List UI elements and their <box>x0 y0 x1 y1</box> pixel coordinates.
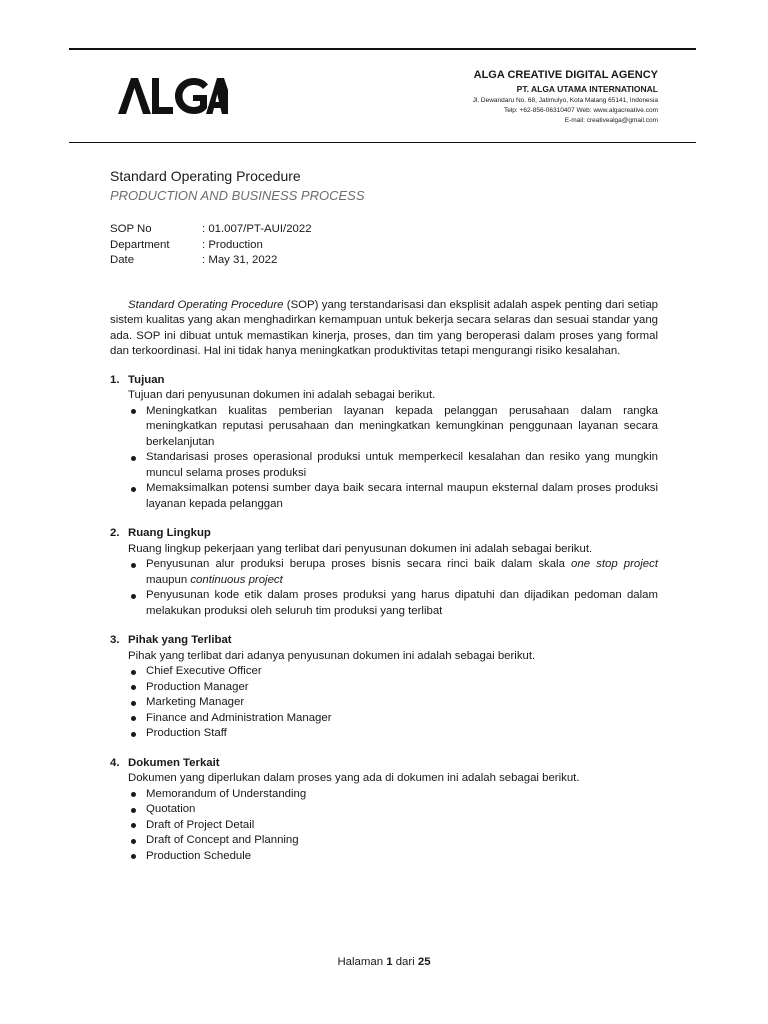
section-title: Tujuan <box>128 373 165 386</box>
section-number: 3. <box>110 634 120 646</box>
list-item: Production Schedule <box>128 849 658 865</box>
document-title: Standard Operating Procedure <box>110 168 301 184</box>
list-item: Memorandum of Understanding <box>128 787 658 803</box>
section-heading <box>110 373 658 389</box>
page-label-separator: dari <box>392 956 418 968</box>
bullet-list <box>110 664 658 742</box>
company-name: ALGA CREATIVE DIGITAL AGENCY <box>473 69 658 81</box>
list-item: Draft of Concept and Planning <box>128 833 658 849</box>
document-meta <box>110 222 658 269</box>
list-item: Standarisasi proses operasional produksi untuk memperkecil kesalahan dan resiko yang mungkin muncul selama proses produksi <box>128 450 658 481</box>
intro-paragraph <box>110 298 658 360</box>
section-heading <box>110 633 658 649</box>
meta-row-sop-no <box>110 222 658 238</box>
intro-italic-term: Standard Operating Procedure <box>128 298 284 311</box>
list-item: Chief Executive Officer <box>128 664 658 680</box>
section-description: Dokumen yang diperlukan dalam proses yang ada di dokumen ini adalah sebagai berikut. <box>128 772 580 784</box>
bullet-list <box>110 787 658 865</box>
header-bottom-rule <box>69 142 696 143</box>
company-block <box>473 68 658 126</box>
list-item <box>128 557 658 588</box>
list-item: Marketing Manager <box>128 695 658 711</box>
list-item: Finance and Administration Manager <box>128 711 658 727</box>
section-title: Dokumen Terkait <box>128 756 220 769</box>
meta-key: Department <box>110 238 170 251</box>
list-item: Draft of Project Detail <box>128 818 658 834</box>
meta-row-date <box>110 253 658 269</box>
company-legal-name: PT. ALGA UTAMA INTERNATIONAL <box>516 84 658 94</box>
page-total: 25 <box>417 956 431 968</box>
page-label: Halaman <box>337 956 387 968</box>
section-title: Pihak yang Terlibat <box>128 634 232 646</box>
section-heading <box>110 526 658 542</box>
alga-logo <box>118 77 228 115</box>
section-pihak-terlibat <box>110 633 658 742</box>
section-tujuan <box>110 373 658 513</box>
meta-value: : May 31, 2022 <box>202 254 278 266</box>
list-item: Production Staff <box>128 726 658 742</box>
section-title: Ruang Lingkup <box>128 527 211 539</box>
bullet-list <box>110 557 658 619</box>
document-subtitle: PRODUCTION AND BUSINESS PROCESS <box>110 188 365 203</box>
bullet-list <box>110 404 658 513</box>
section-description: Tujuan dari penyusunan dokumen ini adalah sebagai berikut. <box>128 389 436 401</box>
section-number: 2. <box>110 527 120 539</box>
list-item: Memaksimalkan potensi sumber daya baik secara internal maupun eksternal dalam proses produksi layanan kepada pelanggan <box>128 481 658 512</box>
company-address: Jl. Dewandaru No. 68, Jatimulyo, Kota Malang 65141, Indonesia <box>472 97 658 104</box>
intro-text: (SOP) yang terstandarisasi dan eksplisit adalah aspek penting dari setiap sistem kualitas yang akan menghadirkan kemampuan untuk bekerja secara selaras dan sesuai standar yang ada. SOP ini dibuat untuk memastikan kinerja, proses, dan tim yang beroperasi dalam proses yang formal dan terkoordinasi. Hal ini tidak hanya meningkatkan produktivitas tetapi mengurangi risiko kesalahan. <box>110 298 658 357</box>
page-number: 1 <box>386 956 393 968</box>
document-body <box>110 167 658 864</box>
company-contact: Telp: +62-856-06310407 Web: www.algacreative.com <box>504 107 658 114</box>
section-dokumen-terkait <box>110 756 658 865</box>
meta-key: Date <box>110 254 135 266</box>
list-item-text: Penyusunan alur produksi berupa proses bisnis secara rinci baik dalam skala <box>146 558 572 570</box>
section-heading <box>110 756 658 772</box>
list-item-italic: one stop project <box>571 558 658 570</box>
list-item-text: maupun <box>146 573 191 586</box>
section-description: Ruang lingkup pekerjaan yang terlibat dari penyusunan dokumen ini adalah sebagai berikut. <box>128 542 593 555</box>
section-ruang-lingkup <box>110 526 658 619</box>
meta-value: : Production <box>202 238 263 251</box>
list-item: Penyusunan kode etik dalam proses produksi yang harus dipatuhi dan dijadikan pedoman dalam melakukan produksi oleh seluruh tim produksi yang terlibat <box>128 588 658 619</box>
section-description: Pihak yang terlibat dari adanya penyusunan dokumen ini adalah sebagai berikut. <box>128 649 536 662</box>
section-number: 4. <box>110 756 120 769</box>
list-item-italic: continuous project <box>190 573 283 586</box>
list-item: Quotation <box>128 802 658 818</box>
company-email: E-mail: creativealga@gmail.com <box>564 117 658 124</box>
section-number: 1. <box>110 373 120 386</box>
list-item: Production Manager <box>128 680 658 696</box>
meta-key: SOP No <box>110 223 152 235</box>
list-item: Meningkatkan kualitas pemberian layanan kepada pelanggan perusahaan dalam rangka meningkatkan reputasi perusahaan dan meningkatkan kemungkinan penggunaan layanan secara berkelanjutan <box>128 404 658 451</box>
page-footer <box>0 956 768 968</box>
meta-row-department <box>110 238 658 254</box>
header-top-rule <box>69 48 696 50</box>
meta-value: : 01.007/PT-AUI/2022 <box>202 223 312 235</box>
